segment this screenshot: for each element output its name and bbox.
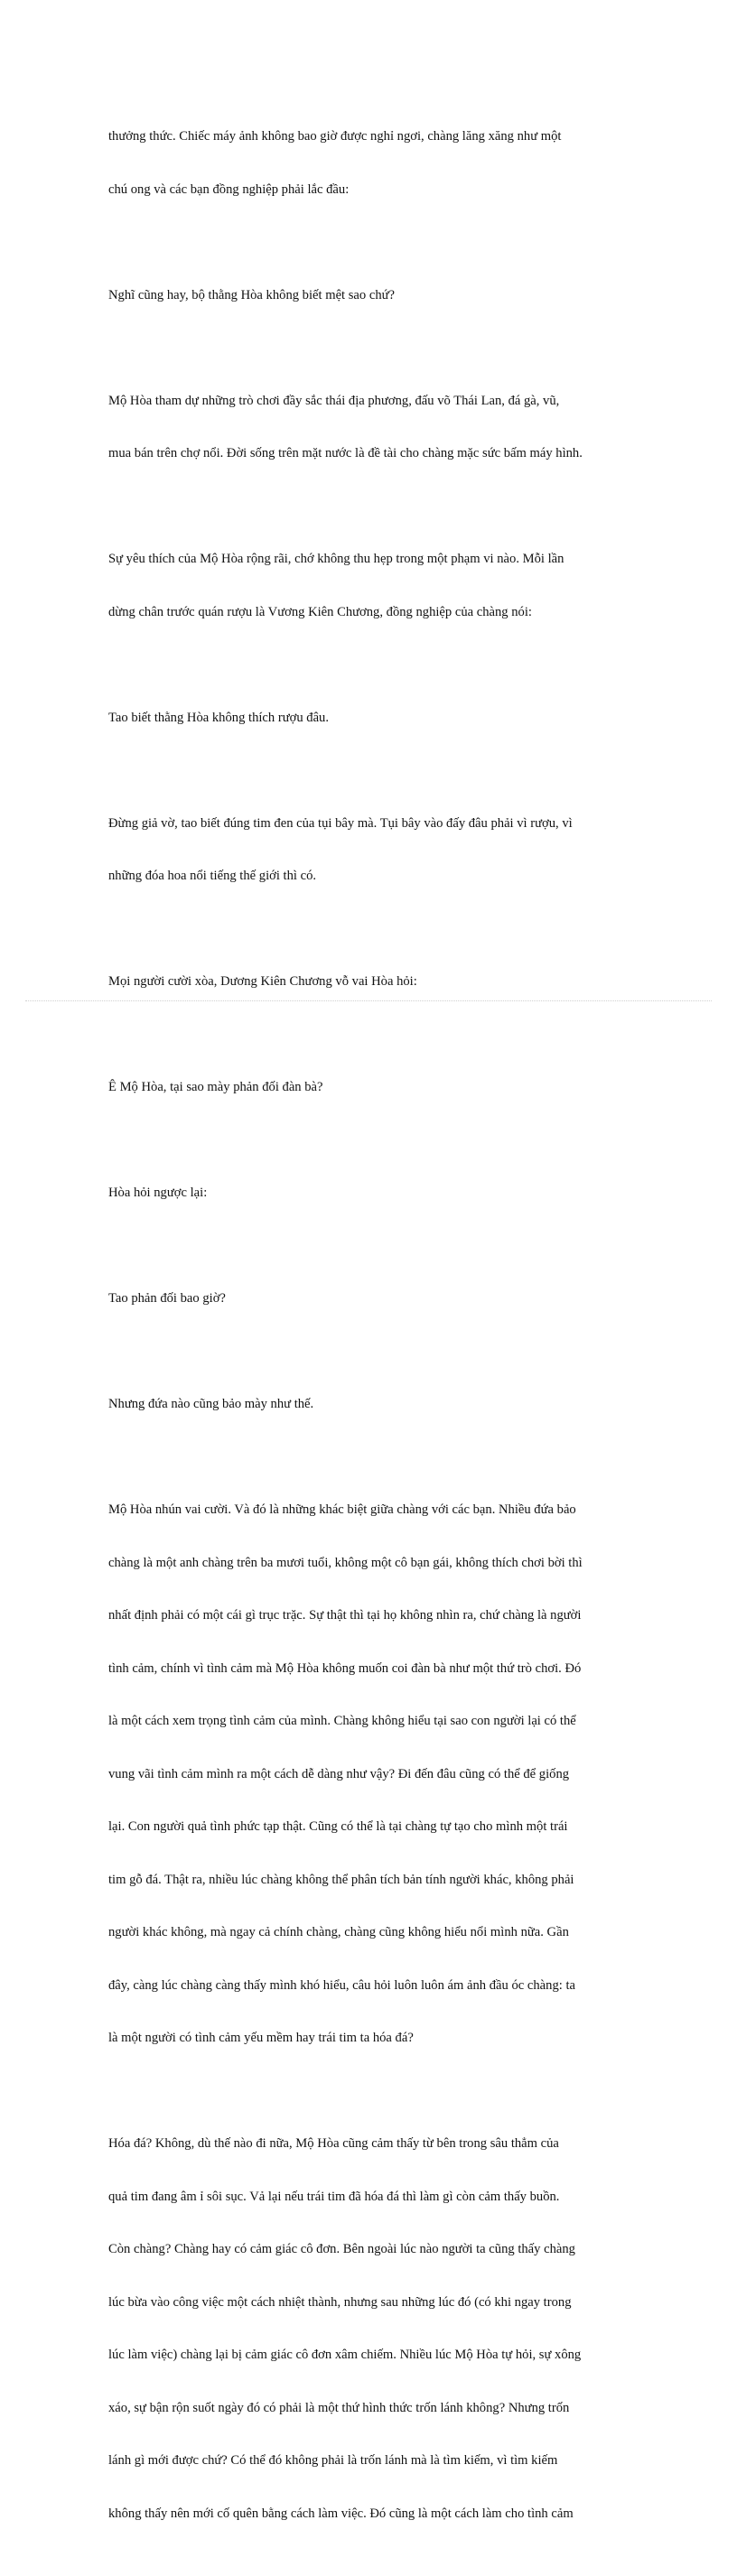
paragraph <box>108 2100 625 2558</box>
text-line: những đóa hoa nổi tiếng thế giới thì có. <box>108 869 317 883</box>
text-line: tim gỗ đá. Thật ra, nhiều lúc chàng không thể phân tích bản tính người khác, không phải <box>108 1872 574 1887</box>
text-line: là một cách xem trọng tình cảm của mình. Chàng không hiểu tại sao con người lại có thể <box>108 1714 576 1728</box>
text-line: Tao biết thằng Hòa không thích rượu đâu. <box>108 710 329 725</box>
text-line: vung vãi tình cảm mình ra một cách dễ dàng như vậy? Đi đến đâu cũng có thể để giống <box>108 1766 570 1781</box>
text-line: nhất định phải có một cái gì trục trặc. Sự thật thì tại họ không nhìn ra, chứ chàng là người <box>108 1608 582 1623</box>
page-bottom-border <box>25 1000 712 1001</box>
text-line: là một người có tình cảm yếu mềm hay trái tim ta hóa đá? <box>108 2031 414 2045</box>
text-line: Mộ Hòa nhún vai cười. Và đó là những khác biệt giữa chàng với các bạn. Nhiều đứa bảo <box>108 1502 576 1517</box>
paragraph <box>108 780 625 921</box>
text-line: lại. Con người quả tình phức tạp thật. Cũng có thể là tại chàng tự tạo cho mình một trái <box>108 1819 568 1834</box>
paragraph <box>108 1255 625 1344</box>
text-line: mua bán trên chợ nổi. Đời sống trên mặt nước là đề tài cho chàng mặc sức bấm máy hình. <box>108 446 583 460</box>
text-line: Nhưng đứa nào cũng bảo mày như thế. <box>108 1397 314 1411</box>
paragraph <box>108 674 625 763</box>
paragraph <box>108 93 625 234</box>
text-line: quả tim đang âm ỉ sôi sục. Vả lại nếu trái tim đã hóa đá thì làm gì còn cảm thấy buồn. <box>108 2189 560 2204</box>
paragraph <box>108 1466 625 2083</box>
paragraph <box>108 1361 625 1449</box>
text-line: đây, càng lúc chàng càng thấy mình khó hiểu, câu hỏi luôn luôn ám ảnh đầu óc chàng: ta <box>108 1977 575 1993</box>
paragraph <box>108 358 625 498</box>
text-line: lúc làm việc) chàng lại bị cảm giác cô đơn xâm chiếm. Nhiều lúc Mộ Hòa tự hỏi, sự xông <box>108 2348 582 2362</box>
paragraph <box>108 1044 625 1132</box>
paragraph <box>108 1149 625 1238</box>
text-line: Ê Mộ Hòa, tại sao mày phản đối đàn bà? <box>108 1080 323 1094</box>
text-line: Còn chàng? Chàng hay có cảm giác cô đơn. Bên ngoài lúc nào người ta cũng thấy chàng <box>108 2242 575 2256</box>
text-line: Hóa đá? Không, dù thế nào đi nữa, Mộ Hòa cũng cảm thấy từ bên trong sâu thẳm của <box>108 2136 559 2151</box>
document-text <box>108 93 625 2576</box>
text-line: Nghĩ cũng hay, bộ thằng Hòa không biết mệt sao chứ? <box>108 287 396 302</box>
text-line: Tao phản đối bao giờ? <box>108 1291 226 1306</box>
text-line: Sự yêu thích của Mộ Hòa rộng rãi, chớ không thu hẹp trong một phạm vi nào. Mỗi lần <box>108 552 564 566</box>
text-line: thưởng thức. Chiếc máy ảnh không bao giờ được nghỉ ngơi, chàng lăng xăng như một <box>108 129 562 144</box>
paragraph <box>108 938 625 1027</box>
text-line: Mộ Hòa tham dự những trò chơi đầy sắc thái địa phương, đấu võ Thái Lan, đá gà, vũ, <box>108 393 560 408</box>
text-line: dừng chân trước quán rượu là Vương Kiên Chương, đồng nghiệp của chàng nói: <box>108 604 532 619</box>
text-line: lúc bừa vào công việc một cách nhiệt thành, nhưng sau những lúc đó (có khi ngay trong <box>108 2294 572 2310</box>
text-line: Đừng giả vờ, tao biết đúng tim đen của tụi bây mà. Tụi bây vào đấy đâu phải vì rượu, vì <box>108 815 573 831</box>
text-line: Mọi người cười xòa, Dương Kiên Chương vỗ vai Hòa hỏi: <box>108 974 417 989</box>
text-line: xáo, sự bận rộn suốt ngày đó có phải là một thứ hình thức trốn lánh không? Nhưng trốn <box>108 2400 570 2415</box>
text-line: chàng là một anh chàng trên ba mươi tuổi, không một cô bạn gái, không thích chơi bời thì <box>108 1555 583 1570</box>
text-line: không thấy nên mới cố quên bằng cách làm việc. Đó cũng là một cách làm cho tình cảm <box>108 2506 574 2521</box>
paragraph <box>108 252 625 340</box>
text-line: chú ong và các bạn đồng nghiệp phải lắc đầu: <box>108 181 350 197</box>
text-line: người khác không, mà ngay cả chính chàng, chàng cũng không hiểu nổi mình nữa. Gần <box>108 1925 569 1939</box>
text-line: tình cảm, chính vì tình cảm mà Mộ Hòa không muốn coi đàn bà như một thứ trò chơi. Đó <box>108 1660 582 1676</box>
text-line: lánh gì mới được chứ? Có thể đó không phải là trốn lánh mà là tìm kiếm, vì tìm kiếm <box>108 2453 558 2468</box>
paragraph <box>108 516 625 656</box>
text-line: Hòa hỏi ngược lại: <box>108 1186 208 1200</box>
